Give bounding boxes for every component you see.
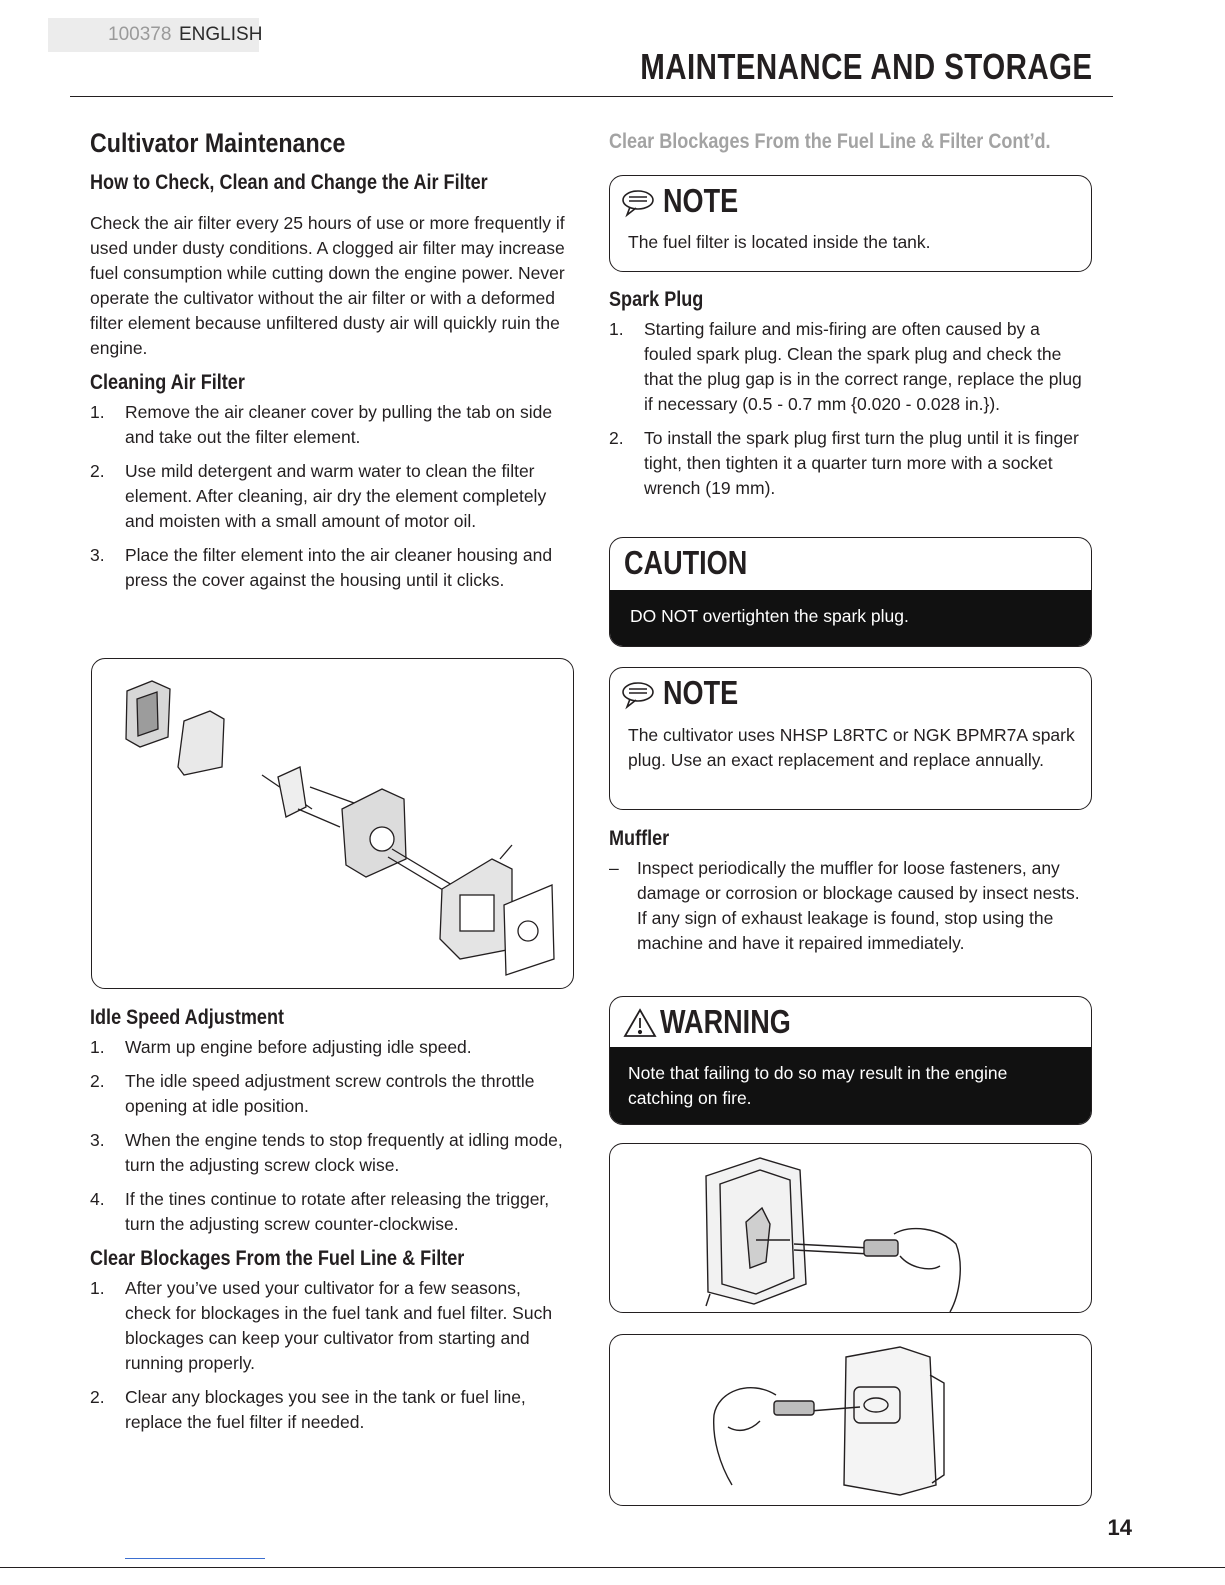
- footer-divider: [0, 1567, 1225, 1568]
- document-tag: [48, 18, 263, 52]
- warning-text: Note that failing to do so may result in the engine catching on fire.: [628, 1063, 1008, 1108]
- list-item: 2. Clear any blockages you see in the tank or fuel line, replace the fuel filter if needed.: [90, 1387, 526, 1432]
- note-title: NOTE: [663, 182, 739, 219]
- list-item: 2. Use mild detergent and warm water to clean the filter element. After cleaning, air dry the element completely and moisten with a small amount of motor oil.: [90, 461, 547, 531]
- note-text: The cultivator uses NHSP L8RTC or NGK BPMR7A spark plug. Use an exact replacement and replace annually.: [628, 725, 1075, 770]
- header-divider: [70, 96, 1113, 97]
- blockages-steps: [90, 1276, 570, 1444]
- air-filter-exploded-diagram: [91, 658, 574, 989]
- muffler-list: [609, 856, 1084, 956]
- list-item: 1. Remove the air cleaner cover by pulling the tab on side and take out the filter element.: [90, 402, 553, 447]
- list-item: 2. To install the spark plug first turn the plug until it is finger tight, then tighten it a quarter turn more with a socket wrench (19 mm).: [609, 428, 1079, 498]
- list-item: 1. After you’ve used your cultivator for a few seasons, check for blockages in the fuel tank and fuel filter. Such blockages can keep your cultivator from starting and running properly.: [90, 1278, 553, 1373]
- document-language: ENGLISH: [179, 24, 263, 45]
- air-filter-illustration: [92, 659, 574, 989]
- document-number: 100378: [108, 24, 172, 45]
- caution-box: [609, 537, 1092, 647]
- muffler-heading: Muffler: [609, 827, 670, 850]
- caution-title: CAUTION: [624, 544, 748, 581]
- spark-plug-steps: [609, 317, 1092, 510]
- caution-band: [610, 590, 1091, 646]
- section-title: MAINTENANCE AND STORAGE: [640, 46, 1093, 87]
- blockages-heading: Clear Blockages From the Fuel Line & Filter: [90, 1247, 465, 1270]
- warning-title: WARNING: [660, 1003, 791, 1040]
- muffler-cleaning-illustration: [610, 1335, 1092, 1506]
- muffler-inspection-illustration: [610, 1144, 1092, 1313]
- note-text: The fuel filter is located inside the tank.: [628, 232, 931, 252]
- warning-band: [610, 1047, 1091, 1124]
- note-box-spark-plug: [609, 667, 1092, 810]
- footer-link-underline: [125, 1558, 265, 1559]
- idle-speed-steps: [90, 1035, 565, 1246]
- list-item: 3. When the engine tends to stop frequently at idling mode, turn the adjusting screw clock wise.: [90, 1130, 563, 1175]
- muffler-diagram-rear: [609, 1334, 1092, 1506]
- cleaning-steps: [90, 400, 565, 602]
- air-filter-body: Check the air filter every 25 hours of use or more frequently if used under dusty conditions. A clogged air filter may increase fuel consumption while cutting down the engine power. Never operate the cultivator without the air filter or with a deformed filter element because unfiltered dusty air will quickly ruin the engine.: [90, 213, 565, 358]
- warning-box: [609, 996, 1092, 1125]
- list-item: 1. Starting failure and mis-firing are often caused by a fouled spark plug. Clean the spark plug and check the that the plug gap is in the correct range, replace the plug if necessary (0.5 - 0.7 mm {0.020 - 0.028 in.}).: [609, 319, 1082, 414]
- speech-bubble-icon: [620, 680, 656, 715]
- list-item: 1. Warm up engine before adjusting idle speed.: [90, 1037, 472, 1057]
- caution-text: DO NOT overtighten the spark plug.: [630, 606, 909, 626]
- list-item: 3. Place the filter element into the air cleaner housing and press the cover against the housing until it clicks.: [90, 545, 553, 590]
- page-number: 14: [1107, 1515, 1132, 1540]
- note-title: NOTE: [663, 674, 739, 711]
- list-item: 2. The idle speed adjustment screw controls the throttle opening at idle position.: [90, 1071, 535, 1116]
- idle-speed-heading: Idle Speed Adjustment: [90, 1006, 285, 1029]
- speech-bubble-icon: [620, 188, 656, 223]
- warning-triangle-icon: [622, 1007, 658, 1044]
- note-box-fuel-filter: [609, 175, 1092, 272]
- list-item: 4. If the tines continue to rotate after releasing the trigger, turn the adjusting screw counter-clockwise.: [90, 1189, 550, 1234]
- list-item: – Inspect periodically the muffler for loose fasteners, any damage or corrosion or blockage caused by insect nests. If any sign of exhaust leakage is found, stop using the machine and have it repaired immediately.: [609, 858, 1080, 953]
- page-main-title: Cultivator Maintenance: [90, 128, 346, 158]
- spark-plug-heading: Spark Plug: [609, 288, 704, 311]
- blockages-contd-heading: Clear Blockages From the Fuel Line & Filter Cont’d.: [609, 130, 1051, 153]
- cleaning-heading: Cleaning Air Filter: [90, 371, 245, 394]
- air-filter-heading: How to Check, Clean and Change the Air Filter: [90, 171, 488, 194]
- muffler-diagram-front: [609, 1143, 1092, 1313]
